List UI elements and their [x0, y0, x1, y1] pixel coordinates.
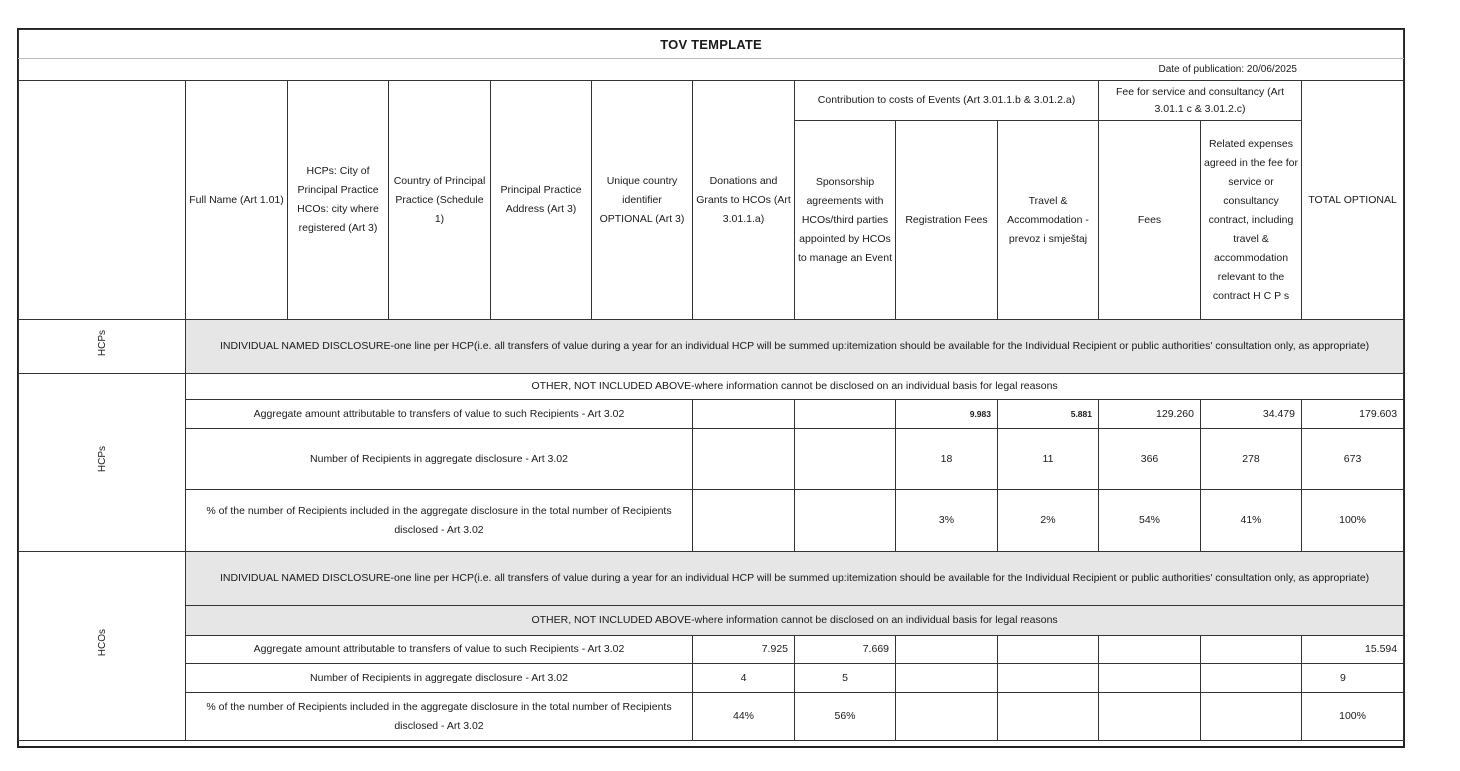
hco-individual-disclosure: INDIVIDUAL NAMED DISCLOSURE-one line per HCP(i.e. all transfers of value during a year for an individual HCP will be summed up:itemization should be available for the Individual Recipient or public authorities' consultation only, as appropriate) — [186, 552, 1404, 606]
hcp-amount-total: 179.603 — [1302, 400, 1404, 429]
hcps-label-individual: HCPs — [19, 320, 186, 374]
header-events-group: Contribution to costs of Events (Art 3.01.1.b & 3.01.2.a) — [795, 81, 1099, 121]
header-full-name: Full Name (Art 1.01) — [186, 81, 288, 320]
hcos-label: HCOs — [19, 552, 186, 741]
header-total: TOTAL OPTIONAL — [1302, 81, 1404, 320]
hcp-percent-fees: 54% — [1099, 490, 1201, 552]
page-title: TOV TEMPLATE — [19, 30, 1404, 59]
header-address: Principal Practice Address (Art 3) — [491, 81, 592, 320]
hcp-number-travel: 11 — [998, 429, 1099, 490]
hcp-individual-disclosure: INDIVIDUAL NAMED DISCLOSURE-one line per HCP(i.e. all transfers of value during a year for an individual HCP will be summed up:itemization should be available for the Individual Recipient or public authorities' consultation only, as appropriate) — [186, 320, 1404, 374]
hcp-percent-travel: 2% — [998, 490, 1099, 552]
publication-date: Date of publication: 20/06/2025 — [1099, 59, 1404, 81]
hco-percent-label: % of the number of Recipients included in the aggregate disclosure in the total number of Recipients disclosed - Art 3.02 — [186, 693, 693, 741]
hcp-aggregate-amount-label: Aggregate amount attributable to transfers of value to such Recipients - Art 3.02 — [186, 400, 693, 429]
hcps-label-aggregate: HCPs — [19, 374, 186, 552]
hcp-number-registration: 18 — [896, 429, 998, 490]
hco-percent-sponsorship: 56% — [795, 693, 896, 741]
hcp-number-related: 278 — [1201, 429, 1302, 490]
hcp-other-not-included: OTHER, NOT INCLUDED ABOVE-where information cannot be disclosed on an individual basis for legal reasons — [186, 374, 1404, 400]
hco-other-not-included: OTHER, NOT INCLUDED ABOVE-where information cannot be disclosed on an individual basis for legal reasons — [186, 606, 1404, 636]
header-related: Related expenses agreed in the fee for service or consultancy contract, including travel & accommodation relevant to the contract H C P s — [1201, 121, 1302, 320]
header-country: Country of Principal Practice (Schedule 1) — [389, 81, 491, 320]
hcp-amount-registration: 9.983 — [896, 400, 998, 429]
hcp-amount-travel: 5.881 — [998, 400, 1099, 429]
header-travel: Travel & Accommodation - prevoz i smještaj — [998, 121, 1099, 320]
header-fees: Fees — [1099, 121, 1201, 320]
tov-table — [18, 29, 1404, 741]
header-city: HCPs: City of Principal Practice HCOs: city where registered (Art 3) — [288, 81, 389, 320]
hco-amount-sponsorship: 7.669 — [795, 636, 896, 664]
header-sponsorship: Sponsorship agreements with HCOs/third parties appointed by HCOs to manage an Event — [795, 121, 896, 320]
hco-number-sponsorship: 5 — [795, 664, 896, 693]
hcp-amount-related: 34.479 — [1201, 400, 1302, 429]
hco-amount-total: 15.594 — [1302, 636, 1404, 664]
hcp-percent-total: 100% — [1302, 490, 1404, 552]
hcp-number-fees: 366 — [1099, 429, 1201, 490]
hcp-percent-registration: 3% — [896, 490, 998, 552]
hco-amount-donations: 7.925 — [693, 636, 795, 664]
hco-aggregate-amount-label: Aggregate amount attributable to transfers of value to such Recipients - Art 3.02 — [186, 636, 693, 664]
hco-number-donations: 4 — [693, 664, 795, 693]
hco-percent-donations: 44% — [693, 693, 795, 741]
hcp-number-total: 673 — [1302, 429, 1404, 490]
hco-number-label: Number of Recipients in aggregate disclosure - Art 3.02 — [186, 664, 693, 693]
header-identifier: Unique country identifier OPTIONAL (Art 3) — [592, 81, 693, 320]
hco-percent-total: 100% — [1302, 693, 1404, 741]
hcp-amount-fees: 129.260 — [1099, 400, 1201, 429]
hcp-percent-label: % of the number of Recipients included in the aggregate disclosure in the total number of Recipients disclosed - Art 3.02 — [186, 490, 693, 552]
hco-number-total: 9 — [1302, 664, 1404, 693]
hcp-number-label: Number of Recipients in aggregate disclosure - Art 3.02 — [186, 429, 693, 490]
hcp-percent-related: 41% — [1201, 490, 1302, 552]
header-donations: Donations and Grants to HCOs (Art 3.01.1.a) — [693, 81, 795, 320]
header-fee-group: Fee for service and consultancy (Art 3.01.1 c & 3.01.2.c) — [1099, 81, 1302, 121]
header-registration: Registration Fees — [896, 121, 998, 320]
